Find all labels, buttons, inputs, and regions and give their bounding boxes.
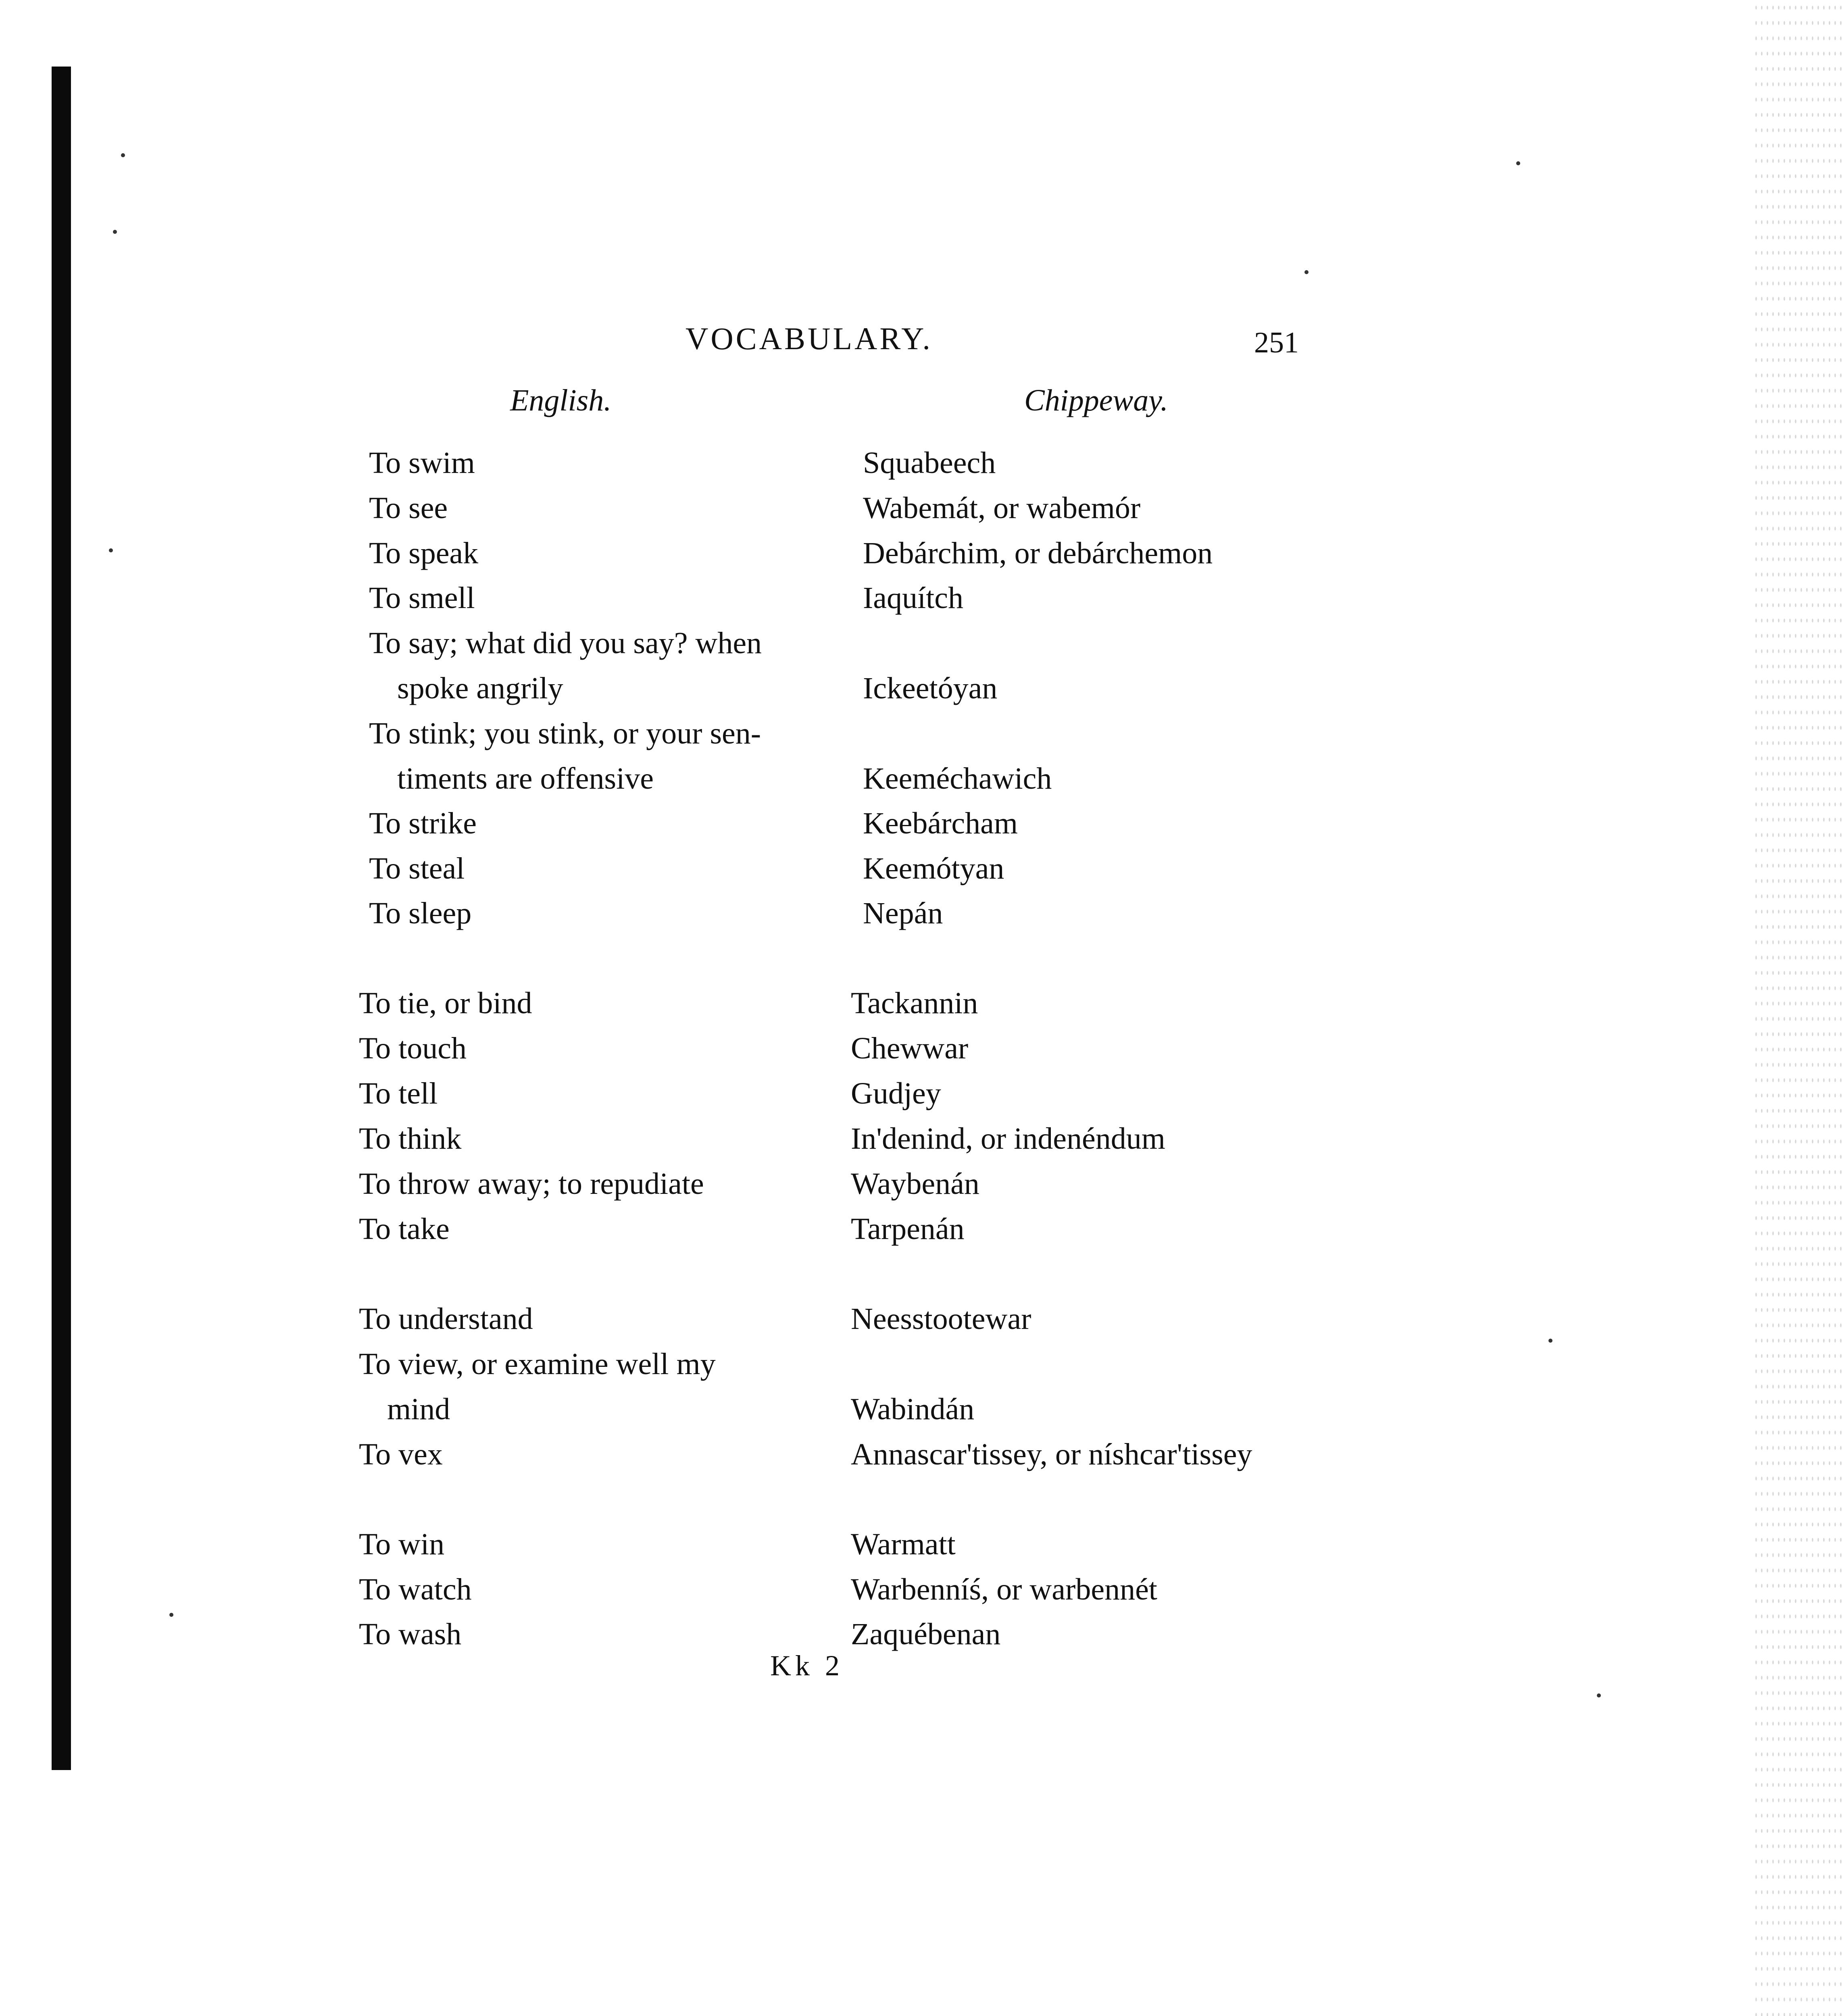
english-term: To watch — [359, 1572, 472, 1606]
chippeway-term: Chewwar — [851, 1031, 969, 1065]
chippeway-term: Debárchim, or debárchemon — [863, 536, 1213, 570]
chippeway-term: Iaquítch — [863, 581, 964, 615]
english-term: To see — [369, 491, 448, 525]
english-term: To tie, or bind — [359, 986, 532, 1020]
chippeway-term: Tackannin — [851, 986, 978, 1020]
english-term: To vex — [359, 1437, 443, 1471]
english-term: To take — [359, 1212, 450, 1246]
english-term: To say; what did you say? when — [369, 626, 762, 660]
chippeway-term: Annascar'tissey, or níshcar'tissey — [851, 1437, 1252, 1471]
english-term: To stink; you stink, or your sen- — [369, 716, 761, 750]
english-column-heading: English. — [510, 383, 612, 417]
english-term: To touch — [359, 1031, 467, 1065]
page-title: VOCABULARY. — [686, 321, 933, 356]
chippeway-term: Warbenníś, or warbennét — [851, 1572, 1157, 1606]
chippeway-term: Keeméchawich — [863, 762, 1052, 796]
page-number: 251 — [1254, 326, 1299, 359]
chippeway-column-heading: Chippeway. — [1024, 383, 1168, 417]
english-term: To swim — [369, 446, 475, 480]
english-term: To throw away; to repudiate — [359, 1167, 704, 1201]
chippeway-term: Nepán — [863, 896, 943, 930]
chippeway-term: Zaquébenan — [851, 1617, 1001, 1651]
english-term: To tell — [359, 1077, 438, 1110]
chippeway-term: Warmatt — [851, 1527, 956, 1561]
chippeway-term: Keebárcham — [863, 806, 1018, 840]
english-term: To wash — [359, 1617, 462, 1651]
english-term: mind — [387, 1392, 450, 1426]
binding-edge — [52, 67, 71, 1770]
chippeway-term: Gudjey — [851, 1077, 941, 1110]
chippeway-term: Wabemát, or wabemór — [863, 491, 1141, 525]
chippeway-term: Tarpenán — [851, 1212, 965, 1246]
english-term: To speak — [369, 536, 479, 570]
english-term: spoke angrily — [397, 671, 563, 705]
chippeway-term: Waybenán — [851, 1167, 979, 1201]
chippeway-term: Ickeetóyan — [863, 671, 998, 705]
english-term: To view, or examine well my — [359, 1347, 716, 1381]
english-term: To understand — [359, 1302, 533, 1336]
english-term: To strike — [369, 806, 477, 840]
page-edge-speckle — [1753, 0, 1842, 2016]
english-term: To steal — [369, 852, 465, 885]
english-term: To sleep — [369, 896, 472, 930]
chippeway-term: Keemótyan — [863, 852, 1004, 885]
chippeway-term: Neesstootewar — [851, 1302, 1031, 1336]
english-term: To smell — [369, 581, 475, 615]
chippeway-term: Squabeech — [863, 446, 996, 480]
english-term: timents are offensive — [397, 762, 654, 796]
chippeway-term: In'denind, or indenéndum — [851, 1122, 1165, 1156]
english-term: To think — [359, 1122, 462, 1156]
signature-mark: Kk 2 — [770, 1649, 844, 1682]
chippeway-term: Wabindán — [851, 1392, 975, 1426]
english-term: To win — [359, 1527, 445, 1561]
